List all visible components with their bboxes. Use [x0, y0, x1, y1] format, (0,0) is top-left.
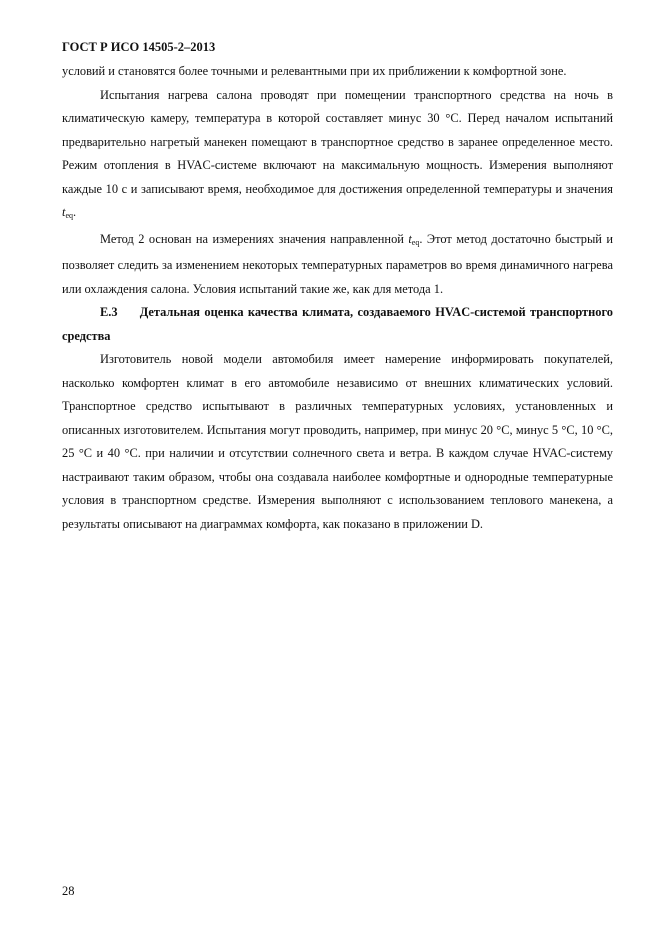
document-body	[62, 60, 613, 536]
paragraph-text-end: .	[73, 205, 77, 219]
paragraph-text-end: . Этот метод достаточно быстрый и позволяет следить за изменением некоторых температурных параметров во время динамичного нагрева или охлаждения салона. Условия испытаний такие же, как для метода 1.	[62, 231, 613, 296]
paragraph-text: Метод 2 основан на измерениях значения направленной	[100, 231, 409, 246]
paragraph-method-2	[62, 228, 613, 302]
paragraph-manufacturer: Изготовитель новой модели автомобиля имеет намерение информировать покупателей, насколько комфортен климат в его автомобиле независимо от внешних климатических условий. Транспортное средство испытывают в различных температурных условиях, установленных и описанных изготовителем. Испытания могут проводить, например, при минус 20 °С, минус 5 °С, 10 °С, 25 °С и 40 °С. при наличии и отсутствии солнечного света и ветра. В каждом случае HVAC-систему настраивают таким образом, чтобы она создавала наиболее комфортные и однородные температурные условия в транспортном средстве. Измерения выполняют с использованием теплового манекена, а результаты описывают на диаграммах комфорта, как показано в приложении D.	[62, 352, 613, 531]
section-title: Детальная оценка качества климата, создаваемого HVAC-системой транспортного средства	[62, 305, 613, 343]
teq-symbol: $t_{eq}$	[62, 205, 74, 220]
document-header: ГОСТ Р ИСО 14505-2–2013	[62, 40, 216, 54]
section-heading-e3	[62, 301, 613, 348]
paragraph-heating-test	[62, 84, 613, 228]
paragraph-continuation: условий и становятся более точными и релевантными при их приближении к комфортной зоне.	[62, 64, 567, 78]
teq-symbol: $t_{eq}$	[408, 231, 420, 247]
page-number: 28	[62, 884, 75, 898]
section-number: E.3	[100, 305, 118, 319]
paragraph-text: Испытания нагрева салона проводят при помещении транспортного средства на ночь в климатическую камеру, температура в которой составляет минус 30 °С. Перед началом испытаний предварительно нагретый манекен помещают в транспортное средство в заранее определенное место. Режим отопления в HVAC-системе включают на максимальную мощность. Измерения выполняют каждые 10 с и записывают время, необходимое для достижения определенной температуры и значения	[62, 87, 613, 196]
